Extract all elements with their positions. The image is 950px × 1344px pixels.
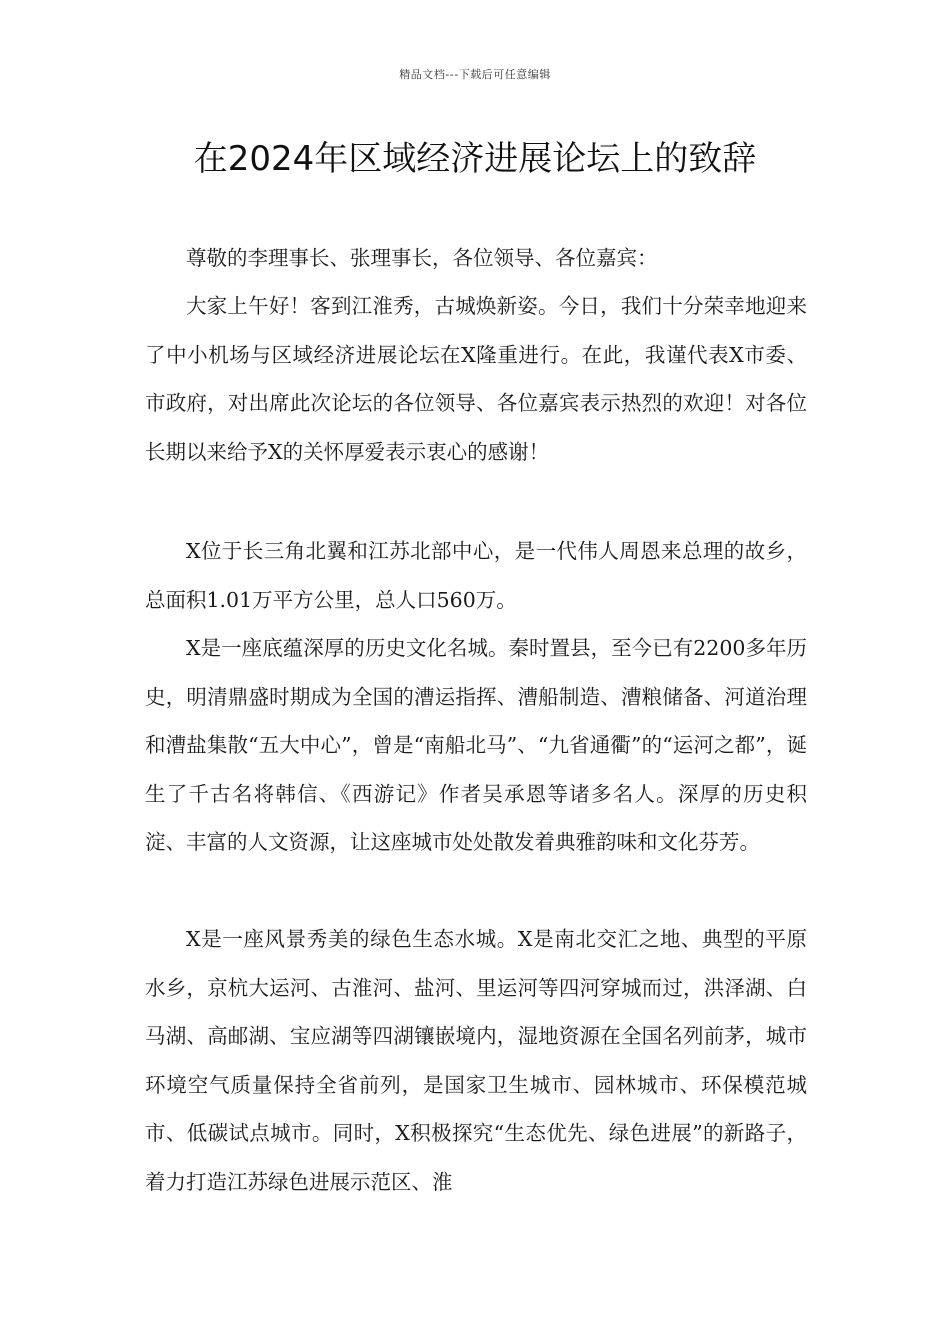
paragraph-salutation xyxy=(145,234,807,283)
document-title: 在2024年区域经济进展论坛上的致辞 xyxy=(193,139,757,179)
page-header: 精品文档---下载后可任意编辑 xyxy=(399,68,551,81)
paragraph-history xyxy=(145,624,807,867)
paragraph-location xyxy=(145,527,807,624)
paragraph-text: 尊敬的李理事长、张理事长，各位领导、各位嘉宾： xyxy=(186,246,658,270)
paragraph-text: X位于长三角北翼和江苏北部中心，是一代伟人周恩来总理的故乡，总面积1.01万平方公里，总人口560万。 xyxy=(145,539,807,612)
paragraph-ecology xyxy=(145,915,807,1206)
paragraph-text: 大家上午好！客到江淮秀，古城焕新姿。今日，我们十分荣幸地迎来了中小机场与区域经济进展论坛在X隆重进行。在此，我谨代表X市委、市政府，对出席此次论坛的各位领导、各位嘉宾表示热烈的欢迎！对各位长期以来给予X的关怀厚爱表示衷心的感谢！ xyxy=(145,294,807,464)
paragraph-text: X是一座底蕴深厚的历史文化名城。秦时置县，至今已有2200多年历史，明清鼎盛时期成为全国的漕运指挥、漕船制造、漕粮储备、河道治理和漕盐集散“五大中心”，曾是“南船北马”、“九省通衢”的“运河之都”，诞生了千古名将韩信、《西游记》作者吴承恩等诸多名人。深厚的历史积淀、丰富的人文资源，让这座城市处处散发着典雅韵味和文化芬芳。 xyxy=(145,636,807,854)
paragraph-greeting xyxy=(145,282,807,476)
paragraph-text: X是一座风景秀美的绿色生态水城。X是南北交汇之地、典型的平原水乡，京杭大运河、古淮河、盐河、里运河等四河穿城而过，洪泽湖、白马湖、高邮湖、宝应湖等四湖镶嵌境内，湿地资源在全国名列前茅，城市环境空气质量保持全省前列，是国家卫生城市、园林城市、环保模范城市、低碳试点城市。同时，X积极探究“生态优先、绿色进展”的新路子，着力打造江苏绿色进展示范区、淮 xyxy=(145,927,807,1194)
